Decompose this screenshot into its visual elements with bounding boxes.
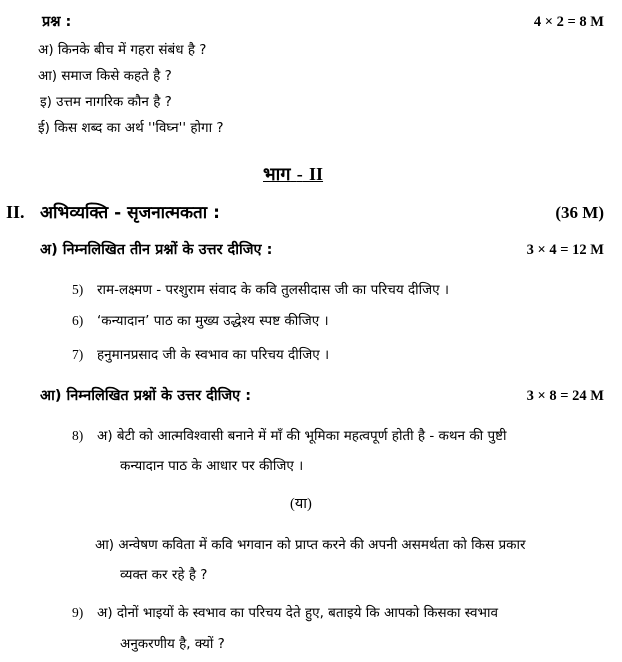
q9a-line2: अनुकरणीय है, क्यों ?: [120, 636, 225, 652]
q8a-line2: कन्यादान पाठ के आधार पर कीजिए ।: [120, 458, 304, 474]
prashn-item-ii: ई) किस शब्द का अर्थ ''विघ्न'' होगा ?: [38, 120, 224, 136]
sub-a-heading: अ) निम्नलिखित तीन प्रश्नों के उत्तर दीजिए :: [40, 242, 273, 258]
q9a-line1: अ) दोनों भाइयों के स्वभाव का परिचय देते हुए, बताइये कि आपको किसका स्वभाव: [97, 605, 498, 621]
q9-number: 9): [72, 605, 84, 620]
q8b-line2: व्यक्त कर रहे है ?: [120, 567, 208, 583]
q7-text: हनुमानप्रसाद जी के स्वभाव का परिचय दीजिए ।: [97, 347, 330, 363]
q7-number: 7): [72, 347, 84, 362]
prashn-item-aa: आ) समाज किसे कहते है ?: [38, 68, 172, 84]
part-title-sep: -: [296, 164, 303, 184]
q8b-line1: आ) अन्वेषण कविता में कवि भगवान को प्राप्त करने की अपनी असमर्थता को किस प्रकार: [95, 537, 526, 553]
sub-a-marks: 3 × 4 = 12 M: [526, 242, 604, 258]
prashn-item-a: अ) किनके बीच में गहरा संबंध है ?: [38, 42, 207, 58]
part-title: [263, 164, 323, 186]
q8-or: (या): [290, 496, 312, 512]
q5-number: 5): [72, 282, 84, 297]
section-marks: (36 M): [555, 203, 604, 222]
sub-aa-heading: आ) निम्नलिखित प्रश्नों के उत्तर दीजिए :: [40, 388, 252, 404]
prashn-marks: 4 × 2 = 8 M: [533, 14, 604, 30]
prashn-heading: प्रश्न :: [42, 14, 72, 30]
sub-aa-marks: 3 × 8 = 24 M: [526, 388, 604, 404]
section-title: अभिव्यक्ति - सृजनात्मकता :: [40, 203, 220, 223]
q5-text: राम-लक्ष्मण - परशुराम संवाद के कवि तुलसीदास जी का परिचय दीजिए ।: [97, 282, 450, 298]
q6-number: 6): [72, 313, 84, 328]
part-title-hindi: भाग: [263, 164, 291, 185]
part-title-number: II: [309, 164, 324, 184]
prashn-item-i: इ) उत्तम नागरिक कौन है ?: [40, 94, 172, 110]
q8a-line1: अ) बेटी को आत्मविश्वासी बनाने में माँ की भूमिका महत्वपूर्ण होती है - कथन की पुष्टी: [97, 428, 507, 444]
q6-text: ‘कन्यादान’ पाठ का मुख्य उद्धेश्य स्पष्ट कीजिए ।: [97, 313, 329, 329]
section-number: II.: [6, 202, 25, 222]
q8-number: 8): [72, 428, 84, 443]
